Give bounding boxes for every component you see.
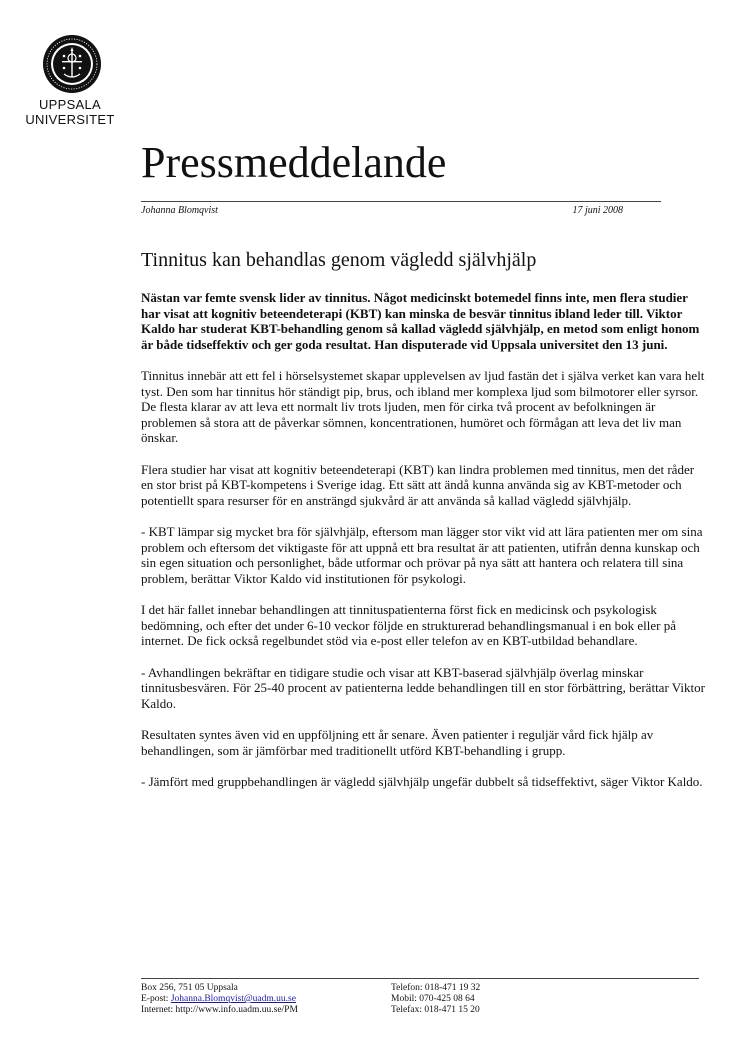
- header-divider: [141, 201, 661, 202]
- paragraph-3: - KBT lämpar sig mycket bra för självhjälp, eftersom man lägger stor vikt vid att lära patienten mer om sina problem och eftersom det viktigaste för att uppnå ett bra resultat är att patienten, utifrån denna kunskap och sin egen situation och personlighet, både utformar och prövar på nya sätt att hantera och relatera till sina problem, berättar Viktor Kaldo vid institutionen för psykologi.: [141, 524, 703, 586]
- paragraph-6: Resultaten syntes även vid en uppföljning ett år senare. Även patienter i reguljär vård fick hjälp av behandlingen, som är jämförbar med traditionellt utförd KBT-behandling i grupp.: [141, 727, 654, 758]
- article-headline: Tinnitus kan behandlas genom vägledd självhjälp: [141, 249, 537, 271]
- footer-email-label: E-post:: [141, 994, 171, 1004]
- article-lead: Nästan var femte svensk lider av tinnitus. Något medicinskt botemedel finns inte, men flera studier har visat att kognitiv beteendeterapi (KBT) kan minska de besvär tinnitus ibland leder till. Viktor Kaldo har studerat KBT-behandling genom så kallad vägledd självhjälp, en metod som enligt honom är både tidseffektiv och ger goda resultat. Han disputerade vid Uppsala universitet den 13 juni.: [141, 290, 700, 352]
- footer-contact-left: [141, 983, 391, 1016]
- paragraph-2: Flera studier har visat att kognitiv beteendeterapi (KBT) kan lindra problemen med tinnitus, men det råder en stor brist på KBT-kompetens i Sverige idag. Ett sätt att ändå kunna använda sig av KBT-metoder och potentiellt spara resurser för en ansträngd sjukvård är att använda så kallad vägledd självhjälp.: [141, 461, 695, 508]
- footer-phone: Telefon: 018-471 19 32: [391, 983, 481, 993]
- university-seal-logo: [42, 34, 102, 94]
- footer-fax: Telefax: 018-471 15 20: [391, 1005, 480, 1015]
- article-body: [141, 290, 706, 806]
- footer-mobile: Mobil: 070-425 08 64: [391, 994, 475, 1004]
- page-title: Pressmeddelande: [141, 138, 447, 187]
- email-link[interactable]: Johanna.Blomqvist@uadm.uu.se: [170, 994, 296, 1004]
- footer: [141, 983, 699, 1016]
- paragraph-4: I det här fallet innebar behandlingen att tinnituspatienterna först fick en medicinsk och psykologisk bedömning, och efter det under 6-10 veckor följde en strukturerad behandlingsmanual i en bok eller på internet. De fick också regelbundet stöd via e-post eller telefon av en KBT-utbildad behandlare.: [141, 602, 676, 648]
- footer-contact-right: [391, 983, 591, 1016]
- paragraph-7: - Jämfört med gruppbehandlingen är vägledd självhjälp ungefär dubbelt så tidseffektivt, säger Viktor Kaldo.: [141, 774, 703, 789]
- footer-address: Box 256, 751 05 Uppsala: [141, 983, 238, 993]
- footer-email-line: [141, 994, 391, 1005]
- paragraph-1: Tinnitus innebär att ett fel i hörselsystemet skapar upplevelsen av ljud fastän det i själva verket kan vara helt tyst. Den som har tinnitus hör ständigt pip, brus, och ibland mer komplexa ljud som bilmotorer eller syrsor. De flesta klarar av att leva ett normalt liv trots ljuden, men för cirka två procent av befolkningen är problemen så stora att de påverkar sömnen, koncentrationen, humöret och förmågan att leva det liv man önskar.: [141, 368, 705, 445]
- university-name: [0, 97, 140, 127]
- university-name-line2: UNIVERSITET: [25, 112, 115, 127]
- footer-internet: Internet: http://www.info.uadm.uu.se/PM: [141, 1005, 298, 1015]
- paragraph-5: - Avhandlingen bekräftar en tidigare studie och visar att KBT-baserad självhjälp överlag minskar tinnitusbesvären. För 25-40 procent av patienterna ledde behandlingen till en stor förbättring, berättar Viktor Kaldo.: [141, 664, 705, 711]
- author: Johanna Blomqvist: [141, 205, 218, 216]
- footer-divider: [141, 978, 699, 979]
- university-name-line1: UPPSALA: [38, 97, 102, 112]
- byline: [141, 205, 623, 217]
- date: 17 juni 2008: [572, 205, 623, 216]
